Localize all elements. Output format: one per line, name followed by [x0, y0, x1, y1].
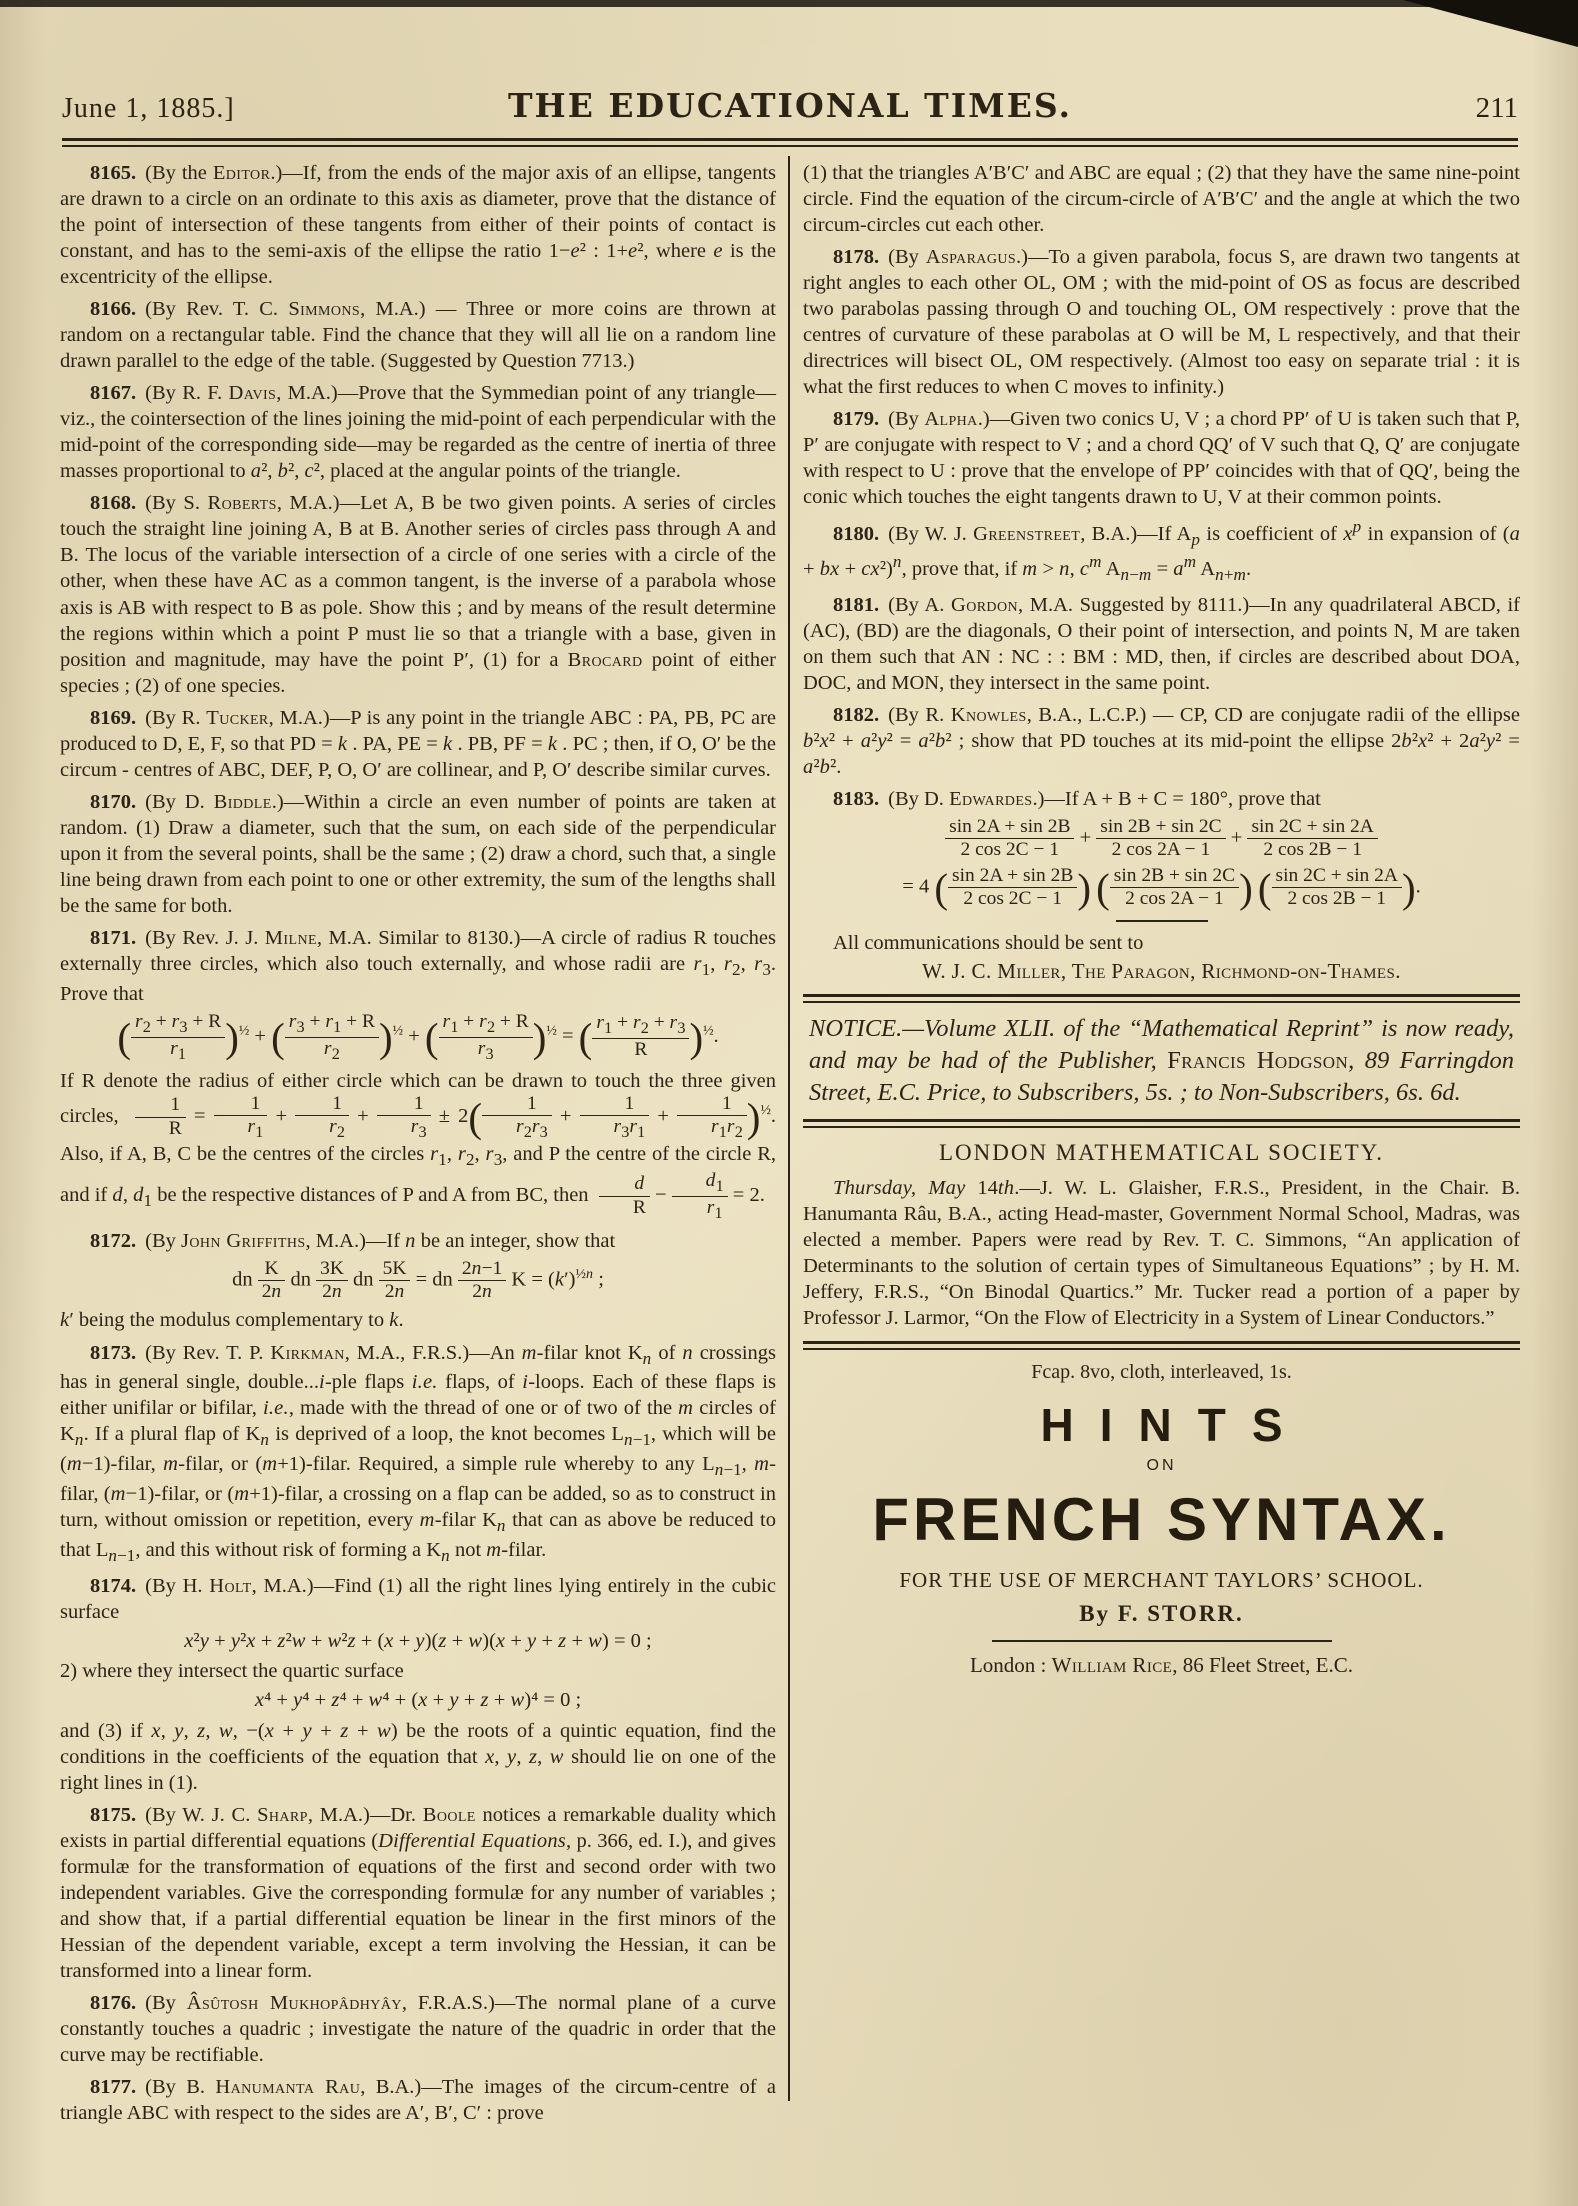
problem-body: (By D. Biddle.)—Within a circle an even number of points are taken at random. (1) Draw a diameter, such that the sum, on each side of the perpendicular upon it from the several points, shall be the same ; (2) draw a chord, such that, a single line being drawn from each point to one or other extremity, the sum of the lengths shall be the same for both.	[60, 790, 776, 917]
lms-heading: LONDON MATHEMATICAL SOCIETY.	[938, 1139, 1385, 1165]
issue-date: June 1, 1885.]	[62, 93, 235, 124]
ad-on-label: ON	[1146, 1457, 1177, 1475]
footer-rule	[992, 1640, 1332, 1642]
right-problems	[803, 244, 1520, 910]
problem-item	[60, 789, 776, 919]
problem-body: (By A. Gordon, M.A. Suggested by 8111.)—In any quadrilateral ABCD, if (AC), (BD) are the diagonals, O their point of intersection, and points N, M are taken on them such that AN : NC : : BM : MD, then, if circles are described about DOA, DOC, and MON, they intersect in the same point.	[803, 593, 1520, 694]
problem-number: 8165.	[90, 162, 137, 184]
problem-body: (By Asparagus.)—To a given parabola, focus S, are drawn two tangents at right angles to each other OL, OM ; with the mid-point of OS as focus are described two parabolas passing through O and touching OL, OM respectively : prove that the centres of curvature of these parabolas at O will be M, L respectively, and that their directrices will bisect OL, OM respectively. (Almost too easy on separate trial : it is what the first reduces to when C moves to infinity.)	[803, 246, 1520, 399]
ad-byline: By F. STORR.	[1079, 1601, 1244, 1627]
problem-item	[60, 925, 776, 1222]
double-rule	[803, 1119, 1520, 1128]
problem-item	[60, 2074, 776, 2126]
problem-number: 8179.	[833, 408, 880, 431]
problem-number: 8175.	[90, 1803, 137, 1826]
section-rule	[1116, 920, 1208, 922]
lms-report: Thursday, May 14th.—J. W. L. Glaisher, F.R.S., President, in the Chair. B. Hanumanta Râu, B.A., acting Head-master, Government Normal School, Madras, was elected a member. Papers were read by Rev. T. C. Simmons, “An application of Determinants to the solution of certain types of Simultaneous Equations” ; by H. M. Jeffery, F.R.S., “On Binodal Quartics.” Mr. Tucker read a portion of a paper by Professor J. Larmor, “On the Flow of Electricity in a System of Linear Conductors.”	[803, 1177, 1520, 1330]
problem-body: (By R. Knowles, B.A., L.C.P.) — CP, CD are conjugate radii of the ellipse b²x² + a²y² = a²b² ; show that PD touches at its mid-point the ellipse 2b²x² + 2a²y² = a²b².	[803, 703, 1520, 778]
ad-subtitle: FOR THE USE OF MERCHANT TAYLORS’ SCHOOL.	[899, 1567, 1424, 1592]
problem-item	[803, 406, 1520, 510]
problem-body: (By Rev. T. P. Kirkman, M.A., F.R.S.)—An m-filar knot $K_n$ of n crossings has in general single, double...i-ple flaps i.e. flaps, of i-loops. Each of these flaps is either unifilar or bifilar, i.e., made with the thread of one or of two of the m circles of $K_n$. If a plural flap of $K_n$ is deprived of a loop, the knot becomes $L_{n-1}$, which will be (m−1)-filar, m-filar, or (m+1)-filar. Required, a simple rule whereby to any $L_{n-1}$, m-filar, (m−1)-filar, or (m+1)-filar, a crossing on a flap can be added, so as to construct in turn, without omission or repetition, every m-filar $K_n$ that can as above be reduced to that $L_{n-1}$, and this without risk of forming a $K_n$ not m-filar.	[60, 1341, 777, 1565]
problem-number: 8166.	[90, 298, 137, 321]
problem-item	[60, 490, 776, 698]
problem-number: 8173.	[90, 1341, 137, 1364]
double-rule	[803, 1341, 1520, 1350]
problem-body: (By John Griffiths, M.A.)—If n be an integer, show that dn $\frac{K}{2n}$ dn $\frac{3K}{2n}$ dn $\frac{5K}{2n}$ = dn $\frac{2n-1}{2n}$ $K = (k')^{\frac{1}{2}n}$ ; k′ being the modulus complementary to k.	[60, 1229, 616, 1332]
ad-imprint: Fcap. 8vo, cloth, interleaved, 1s.	[1031, 1361, 1292, 1384]
problem-item	[60, 1573, 776, 1796]
problem-number: 8170.	[90, 790, 137, 813]
right-column	[803, 160, 1520, 1679]
problem-body: (By B. Hanumanta Rau, B.A.)—The images of the circum-centre of a triangle ABC with respect to the sides are A′, B′, C′ : prove	[60, 2076, 776, 2125]
header-rule	[62, 138, 1518, 147]
problem-item	[803, 702, 1520, 780]
problem-number: 8178.	[833, 246, 880, 269]
problem-item	[60, 705, 776, 783]
page-curl-corner	[1403, 0, 1578, 47]
problem-number: 8177.	[90, 2076, 137, 2099]
problem-number: 8171.	[90, 926, 137, 949]
double-rule	[803, 994, 1520, 1003]
problem-item	[60, 1228, 776, 1334]
problem-item	[60, 1802, 776, 1984]
problem-item	[803, 786, 1520, 910]
column-divider	[788, 156, 790, 2101]
publisher-line: London : William Rice, 86 Fleet Street, E.C.	[969, 1653, 1353, 1678]
problem-number: 8182.	[833, 703, 880, 726]
problem-body: (By R. F. Davis, M.A.)—Prove that the Symmedian point of any triangle—viz., the cointersection of the lines joining the mid-point of each perpendicular with the mid-point of the corresponding side—may be regarded as the centre of inertia of three masses proportional to a², b², c², placed at the angular points of the triangle.	[60, 382, 776, 483]
problem-body: (By Alpha.)—Given two conics U, V ; a chord PP′ of U is taken such that P, P′ are conjugate with respect to V ; and a chord QQ′ of V such that Q, Q′ are conjugate with respect to U : prove that the envelope of PP′ coincides with that of QQ′, being the conic which touches the eight tangents drawn to U, V at their common points.	[803, 408, 1520, 509]
page-number: 211	[1475, 92, 1518, 124]
ad-title-french-syntax: FRENCH SYNTAX.	[872, 1486, 1451, 1554]
page-header	[62, 86, 1518, 125]
notice-paragraph: NOTICE.—Volume XLII. of the “Mathematical Reprint” is now ready, and may be had of the Publisher, Francis Hodgson, 89 Farringdon Street, E.C. Price, to Subscribers, 5s. ; to Non-Subscribers, 6s. 6d.	[809, 1015, 1514, 1106]
problem-body: (By W. J. Greenstreet, B.A.)—If $A_p$ is coefficient of $x^p$ in expansion of (a + bx + cx²)$^n$, prove that, if m > n, $c^m$ $A_{n-m} = a^m$ $A_{n+m}$.	[803, 517, 1521, 584]
problem-continuation: (1) that the triangles A′B′C′ and ABC are equal ; (2) that they have the same nine-point circle. Find the equation of the circum-circle of A′B′C′ and the angle at which the two circum-circles cut each other.	[803, 162, 1520, 237]
communications-address: W. J. C. Miller, The Paragon, Richmond-on-Thames.	[922, 958, 1401, 983]
problem-body: (By S. Roberts, M.A.)—Let A, B be two given points. A series of circles touch the straight line joining A, B at B. Another series of circles pass through A and B. The locus of the variable intersection of a circle of one series with a circle of the other, when these have AC as a common tangent, is the inverse of a parabola whose axis is AB with respect to B as pole. Show this ; and by means of the result determine the regions within which a point P must lie so that a triangle with a base, given in position and magnitude, may have the point P′, (1) for a Brocard point of either species ; (2) of one species.	[60, 492, 776, 697]
problem-item	[803, 516, 1520, 585]
problem-number: 8168.	[90, 492, 137, 515]
problem-body: (By H. Holt, M.A.)—Find (1) all the right lines lying entirely in the cubic surface x²y + y²x + z²w + w²z + (x + y)(z + w)(x + y + z + w) = 0 ; 2) where they intersect the quartic surface x⁴ + y⁴ + z⁴ + w⁴ + (x + y + z + w)⁴ = 0 ; and (3) if x, y, z, w, −(x + y + z + w) be the roots of a quintic equation, find the conditions in the coefficients of the equation that x, y, z, w should lie on one of the right lines in (1).	[60, 1574, 777, 1794]
problem-number: 8176.	[90, 1992, 137, 2015]
page-title: THE EDUCATIONAL TIMES.	[507, 86, 1072, 125]
problem-number: 8169.	[90, 706, 137, 729]
problem-body: (By R. Tucker, M.A.)—P is any point in the triangle ABC : PA, PB, PC are produced to D, E, F, so that PD = k . PA, PE = k . PB, PF = k . PC ; then, if O, O′ be the circum - centres of ABC, DEF, P, O, O′ are collinear, and P, O′ describe similar curves.	[60, 706, 776, 781]
problem-item	[803, 244, 1520, 400]
problem-number: 8172.	[90, 1229, 137, 1252]
problem-body: (By the Editor.)—If, from the ends of the major axis of an ellipse, tangents are drawn to a circle on an ordinate to this axis as diameter, prove that the distance of the point of intersection of these tangents from either of their points of contact is constant, and has to the semi-axis of the ellipse the ratio 1−e² : 1+e², where e is the excentricity of the ellipse.	[60, 162, 777, 289]
problem-item	[60, 160, 776, 290]
problem-body: (By Âsûtosh Mukhopâdhyây, F.R.A.S.)—The normal plane of a curve constantly touches a quadric ; investigate the nature of the quadric in order that the curve may be rectifiable.	[60, 1992, 776, 2067]
problem-body: (By Rev. T. C. Simmons, M.A.) — Three or more coins are thrown at random on a rectangular table. Find the chance that they will all lie on a random line drawn parallel to the edge of the table. (Suggested by Question 7713.)	[60, 298, 776, 373]
problem-item	[60, 1340, 776, 1567]
problem-number: 8180.	[833, 523, 880, 546]
ad-title-hints: HINTS	[1040, 1398, 1309, 1451]
problem-number: 8183.	[833, 787, 880, 810]
problem-item	[60, 296, 776, 374]
problem-body: (By W. J. C. Sharp, M.A.)—Dr. Boole notices a remarkable duality which exists in partial differential equations (Differential Equations, p. 366, ed. I.), and gives formulæ for the transformation of equations of the first and second order with two independent variables. Give the corresponding formulæ for any number of variables ; and show that, if a partial differential equation be linear in the first minors of the Hessian of the dependent variable, except a term involving the Hessian, it can be transformed into a linear form.	[60, 1803, 777, 1983]
left-column	[60, 160, 776, 2132]
problem-item	[803, 592, 1520, 696]
problem-item	[60, 1990, 776, 2068]
problem-body: (By Rev. J. J. Milne, M.A. Similar to 8130.)—A circle of radius R touches externally three circles, which also touch externally, and whose radii are $r_1$, $r_2$, $r_3$. Prove that ( $\frac{r_2 + r_3 + R}{r_1}$ )$^{\frac{1}{2}}$ + ( $\frac{r_3 + r_1 + R}{r_2}$ )$^{\frac{1}{2}}$ + ( $\frac{r_1 + r_2 + R}{r_3}$ )$^{\frac{1}{2}}$ = ( $\frac{r_1 + r_2 + r_3}{R}$ )$^{\frac{1}{2}}$. If R denote the radius of either circle which can be drawn to touch the three given circles, $\frac{1}{R}$ = $\frac{1}{r_1}$ + $\frac{1}{r_2}$ + $\frac{1}{r_3}$ ± 2( $\frac{1}{r_2r_3}$ + $\frac{1}{r_3r_1}$ + $\frac{1}{r_1r_2}$ )$^{\frac{1}{2}}$. Also, if A, B, C be the centres of the circles $r_1$, $r_2$, $r_3$, and P the centre of the circle R, and if d, $d_1$ be the respective distances of P and A from BC, then $\frac{d}{R}$ − $\frac{d_1}{r_1}$ = 2.	[60, 926, 777, 1222]
problem-number: 8181.	[833, 593, 880, 616]
scan-top-edge	[0, 0, 1578, 7]
problem-number: 8174.	[90, 1574, 137, 1597]
problem-number: 8167.	[90, 382, 137, 405]
communications-note: All communications should be sent to	[833, 931, 1144, 954]
problem-item	[60, 380, 776, 484]
problem-body: (By D. Edwardes.)—If A + B + C = 180°, prove that $\frac{\sin 2A + \sin 2B}{2 \cos 2C - 1}$ + $\frac{\sin 2B + \sin 2C}{2 \cos 2A - 1}$ + $\frac{\sin 2C + \sin 2A}{2 \cos 2B - 1}$ = 4 ( $\frac{\sin 2A + \sin 2B}{2 \cos 2C - 1}$ ) ( $\frac{\sin 2B + \sin 2C}{2 \cos 2A - 1}$ ) ( $\frac{\sin 2C + \sin 2A}{2 \cos 2B - 1}$ ).	[888, 787, 1421, 911]
